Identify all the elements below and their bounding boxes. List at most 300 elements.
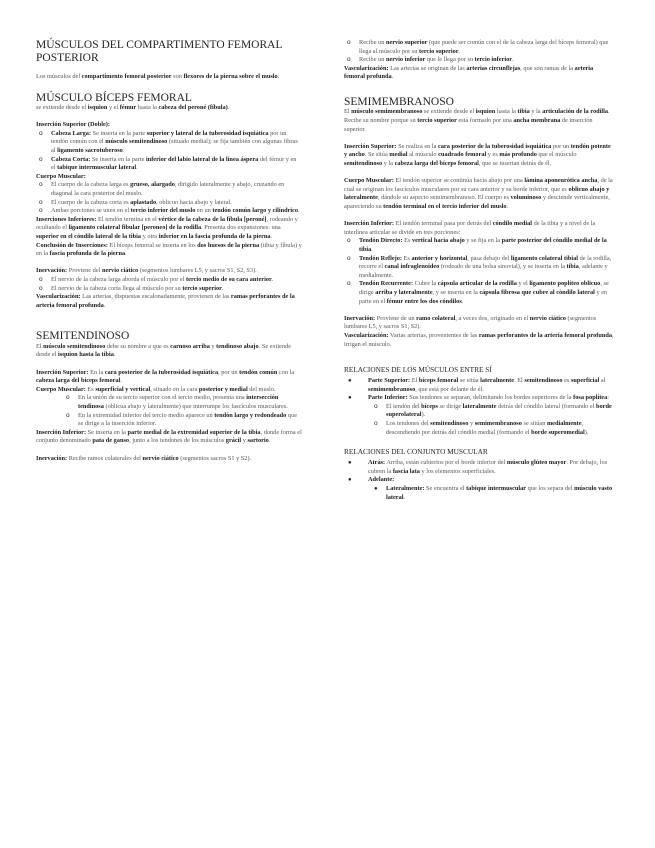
text-run: .	[120, 377, 122, 385]
bold-term: lateralmente	[462, 402, 497, 410]
bold-term: articulación de la rodilla	[542, 108, 609, 116]
bold-term: inferior en la fascia profunda de la pierna	[158, 233, 271, 240]
list-item	[36, 276, 302, 285]
bold-term: Atrás:	[368, 459, 386, 467]
biceps-vascularizacion	[36, 293, 302, 310]
sub-list-item	[344, 403, 614, 420]
text-run: , irrigan el músculo.	[344, 331, 614, 348]
text-run: (segmentos sacros S1 y S2).	[178, 454, 252, 462]
text-run: Ambas porciones se unen en el	[51, 207, 131, 215]
bold-term: parte medial de la extremidad superior de la tibia	[127, 428, 261, 436]
text-run: Sus tendones se separan, delimitando los bordes superiores de la	[407, 394, 574, 402]
bold-term: tercio medio de su cara anterior	[186, 275, 272, 283]
list-item	[36, 199, 302, 208]
list-item	[36, 207, 302, 216]
bold-term: lámina aponeurótica ancha	[524, 177, 598, 185]
text-run: se dirige	[437, 402, 463, 410]
text-run: está formado por una	[456, 117, 514, 125]
text-run: , donde forma el conjunto denominado	[36, 428, 302, 445]
bold-term: grácil	[225, 437, 242, 445]
text-run: El	[410, 377, 419, 385]
text-run: del fémur y en el	[51, 155, 297, 172]
biceps-inervacion-list	[36, 276, 302, 293]
bold-term: fémur entre los dos cóndilos	[386, 297, 462, 305]
bold-term: borde superolateral	[386, 402, 612, 419]
semitendinoso-insercion-sup	[36, 369, 302, 386]
bold-term: grueso, alargado	[130, 181, 175, 189]
text-run: . Recibe su nombre porque su	[344, 108, 610, 125]
bold-term: cabeza larga del bíceps femoral	[394, 160, 479, 168]
list-item	[344, 39, 614, 56]
text-run: El bíceps femoral se inserta en los	[107, 241, 198, 249]
text-run: El tendón superior se continúa hacia abajo por una	[393, 177, 525, 185]
text-run: hasta la	[495, 108, 518, 116]
text-run: Cubre la	[413, 280, 438, 288]
bold-term: fascia profunda de la pierna	[49, 250, 126, 258]
text-run: se sitúa	[458, 377, 481, 385]
bold-term: arriba y lateralmente	[375, 288, 433, 296]
list-item	[36, 285, 302, 294]
text-run: .	[221, 284, 224, 292]
text-run: por un	[551, 142, 571, 150]
bold-term: Parte Inferior:	[368, 394, 408, 402]
bold-term: arteria femoral profunda	[344, 64, 594, 81]
text-run: que el músculo	[536, 151, 577, 159]
compartment-title: MÚSCULOS DEL COMPARTIMENTO FEMORAL POSTERIOR	[36, 39, 283, 64]
bold-term: isquion	[87, 104, 108, 112]
text-run: hasta la	[136, 104, 159, 112]
text-run: Las arterias se originan de las	[388, 64, 467, 72]
bold-term: tendón terminal en el tercio inferior del muslo	[383, 203, 507, 210]
text-run: Se inserta en la parte	[91, 129, 147, 137]
compartment-intro	[36, 73, 302, 82]
bold-term: Cuerpo Muscular:	[36, 385, 86, 393]
bold-term: tibia	[517, 108, 530, 116]
text-run: Es	[402, 237, 413, 245]
relaciones-conjunto-title: RELACIONES DEL CONJUNTO MUSCULAR	[344, 447, 488, 457]
biceps-insercion-sup-label: Inserción Superior (Doble):	[36, 121, 110, 129]
list-item	[344, 255, 614, 281]
bold-term: tercio superior	[182, 284, 222, 292]
text-run: Se inserta en la	[86, 428, 128, 436]
bold-term: Cabeza Larga:	[51, 129, 92, 137]
text-run: .	[371, 245, 373, 253]
bold-term: Inserción Inferior:	[344, 220, 395, 228]
text-run: , oblicuo hacia abajo y lateral.	[156, 198, 232, 206]
text-run: , rodeando y ocultando el	[36, 215, 298, 232]
biceps-cuerpo-list	[36, 181, 302, 215]
relaciones-entre-title: RELACIONES DE LOS MÚSCULOS ENTRE SÍ	[344, 365, 492, 375]
text-run: .	[391, 73, 394, 81]
bold-term: Parte Superior:	[368, 377, 411, 385]
bold-term: ligamento poplíteo oblicuo	[529, 280, 601, 288]
text-run: , se dirige	[359, 280, 609, 296]
bold-term: tendinoso abajo	[216, 342, 259, 350]
relaciones-conjunto-list	[344, 459, 614, 502]
text-run: y	[209, 342, 217, 350]
text-run: , y se inserta en la	[432, 288, 480, 296]
text-run: y es	[486, 151, 500, 159]
semimembranoso-title: SEMIMEMBRANOSO	[344, 95, 454, 108]
text-run: con la	[277, 368, 295, 376]
text-run: .	[403, 493, 406, 501]
biceps-conclusion	[36, 242, 302, 259]
bold-term: semitendinoso	[430, 420, 469, 428]
bold-term: tibia	[566, 263, 579, 271]
text-run: y los elementos superficiales.	[419, 467, 496, 475]
list-item	[36, 156, 302, 173]
left-column	[36, 0, 302, 463]
bold-term: superficial	[570, 377, 600, 385]
bold-term: medialmente	[546, 420, 582, 428]
text-run: El cuerpo de la cabeza larga es	[51, 181, 131, 189]
bold-term: superior y lateral de la tuberosidad isquiática	[146, 129, 269, 137]
text-run: Varias arterias, provenientes de las	[388, 331, 479, 339]
bold-term: músculo vasto lateral	[386, 485, 613, 501]
semimembranoso-vascularizacion	[344, 332, 614, 349]
text-run: Proviene del	[67, 267, 102, 275]
semimembranoso-intro	[344, 108, 614, 134]
bold-term: posterior y medial	[198, 385, 248, 393]
text-run: El tendón terminal pasa por detrás del	[394, 220, 493, 228]
bold-term: semitendinoso	[344, 160, 383, 168]
bold-term: parte posterior del cóndilo medial de la tibia	[359, 237, 607, 253]
bold-term: cápsula fibrosa que cubre al cóndilo lateral	[479, 288, 595, 296]
text-run: Se encuentra el	[424, 485, 467, 493]
text-run: .	[227, 104, 230, 112]
bold-term: semitendinoso	[524, 377, 563, 385]
text-run: que se dirige a la inserción inferior.	[78, 411, 298, 428]
bold-term: bíceps	[421, 402, 438, 410]
text-run: .	[270, 233, 273, 240]
bold-term: Tendón Recurrente:	[359, 280, 414, 288]
text-run: que le llega por su	[425, 56, 475, 64]
text-run: de la rodilla, recorre el	[359, 254, 612, 271]
text-run: se sitúan	[521, 420, 547, 428]
list-item	[344, 56, 614, 65]
sub-list-item	[344, 420, 614, 437]
biceps-insercion-inf	[36, 216, 302, 242]
semitendinoso-nervios-list	[344, 39, 614, 65]
text-run: , a veces dos, originado en el	[455, 314, 530, 322]
semitendinoso-intro	[36, 343, 302, 360]
bold-term: semimembranoso	[368, 385, 416, 393]
bold-term: tercio inferior	[474, 56, 513, 64]
list-item	[344, 459, 614, 476]
semitendinoso-title: SEMITENDINOSO	[36, 330, 130, 343]
bold-term: músculo semitendinoso	[43, 342, 106, 350]
text-run: , adelante y medialmente.	[359, 263, 608, 279]
text-run: Recibe un	[359, 56, 386, 64]
text-run: se extiende desde el	[36, 104, 88, 112]
text-run: se extiende desde el	[422, 108, 476, 116]
text-run: y	[468, 420, 475, 428]
text-run: El	[344, 108, 352, 116]
bold-term: flexores de la pierna sobre el muslo	[183, 73, 278, 80]
bold-term: carnoso arriba	[170, 342, 210, 350]
text-run: , que son ramas de la	[520, 64, 575, 72]
bold-term: nervio inferior	[385, 56, 426, 64]
bold-term: nervio ciático	[529, 314, 566, 322]
semitendinoso-vascularizacion	[344, 65, 614, 82]
text-run: , que está por delante de él.	[415, 385, 484, 393]
bold-term: ramas perforantes de la arteria femoral profunda	[478, 331, 612, 339]
list-item	[344, 377, 614, 394]
text-run: Se realiza en la	[396, 142, 438, 150]
text-run: Arriba, están cubiertos por el borde inferior del	[385, 459, 507, 467]
text-run: El cuerpo de la cabeza corta es	[51, 198, 131, 206]
text-run: .	[461, 297, 464, 305]
bold-term: semimembranoso	[474, 420, 522, 428]
bold-term: ligamento sacrotuberoso	[57, 147, 123, 155]
bold-term: Vascularización:	[36, 293, 81, 301]
text-run: y	[241, 437, 248, 445]
sub-list	[344, 403, 614, 437]
text-run: , por un	[218, 368, 240, 376]
bold-term: más profundo	[499, 151, 537, 159]
bold-term: ramo colateral	[416, 314, 456, 322]
list-item	[36, 412, 302, 429]
text-run: Proviene de un	[375, 314, 417, 322]
text-run: El nervio de la cabeza corta llega al músculo por su	[51, 284, 183, 292]
bold-term: Tendón Directo:	[359, 237, 403, 245]
text-run: , de la cual se originan los fascículos musculares por su cara anterior y su borde inferior, que es	[344, 177, 613, 193]
bold-term: oblicuo abajo y lateralmente	[344, 185, 610, 202]
bold-term: dos huesos de la pierna	[197, 241, 260, 249]
bold-term: ancha membrana	[513, 117, 561, 125]
text-run: .	[271, 275, 274, 283]
text-run: .	[512, 56, 514, 64]
text-run: .	[136, 164, 138, 172]
list-item	[36, 394, 302, 411]
text-run: y el	[516, 280, 530, 288]
bold-term: tercio superior	[417, 117, 457, 125]
text-run: que los separa del	[526, 485, 575, 493]
text-run: .	[125, 250, 127, 258]
semimembranoso-inervacion	[344, 315, 614, 332]
semitendinoso-cuerpo-list	[36, 394, 302, 428]
bold-term: medial	[389, 151, 408, 159]
relaciones-entre-list	[344, 377, 614, 437]
bold-term: cabeza larga del bíceps femoral	[36, 377, 121, 385]
semitendinoso-inervacion	[36, 455, 302, 464]
text-run: Recibe un	[359, 39, 386, 46]
text-run: Los tendones del	[386, 420, 431, 428]
text-run: (segmentos lumbares L5, y sacros S1, S2, S3).	[138, 267, 257, 275]
bold-term: vertical hacia abajo	[412, 237, 465, 245]
bold-term: pata de ganso	[92, 437, 130, 445]
list-item	[344, 280, 614, 306]
bold-term: sartorio	[247, 437, 269, 445]
bold-term: superior en el cóndilo lateral de la tibia	[36, 233, 142, 240]
bold-term: nervio ciático	[142, 454, 179, 462]
text-run: .	[277, 73, 280, 80]
text-run: Las arterias, dispuestas escalonadamente, provienen de las	[80, 293, 231, 301]
bold-term: Cuerpo Muscular:	[344, 177, 394, 185]
text-run: , dándole su aspecto semimembranoso. El cuerpo es	[377, 194, 511, 202]
biceps-insercion-sup-list	[36, 130, 302, 173]
semimembranoso-insercion-inf	[344, 220, 614, 237]
bold-term: lateralmente	[480, 377, 515, 385]
text-run: . Presenta dos expansiones: una	[201, 224, 281, 232]
text-run: , dirigido lateralmente y abajo, cruzando en diagonal la cara posterior del muslo.	[51, 181, 285, 198]
text-run: Recibe ramos colaterales del	[67, 454, 143, 462]
bold-term: ligamento colateral fibular [peroneo] de la rodilla	[68, 224, 202, 232]
bold-term: cara posterior de la tuberosidad isquiática	[104, 368, 219, 376]
bold-term: ligamento colateral tibial	[510, 254, 578, 262]
bold-term: Tendón Reflejo:	[359, 254, 402, 262]
text-run: .	[103, 301, 106, 309]
bold-term: cápsula articular de la rodilla	[437, 280, 517, 288]
semimembranoso-insercion-sup	[344, 143, 614, 169]
bold-term: arterias circunflejas	[466, 64, 521, 72]
text-run: y se fija en la	[464, 237, 502, 245]
bold-term: músculo glúteo mayor	[506, 459, 567, 467]
text-run: y en parte en el	[359, 288, 608, 305]
list-item	[344, 237, 614, 254]
semimembranoso-insercion-list	[344, 237, 614, 306]
bold-term: tabique intermuscular	[466, 485, 527, 493]
bold-term: borde superomedial	[531, 428, 585, 436]
text-run: de inserción superior.	[344, 117, 593, 133]
semitendinoso-insercion-inf	[36, 429, 302, 446]
text-run: del muslo.	[247, 385, 276, 393]
bold-term: Lateralmente:	[386, 485, 425, 493]
text-run: al	[599, 377, 606, 385]
bold-term: Adelante:	[368, 476, 395, 484]
bold-term: fosa poplítea	[573, 394, 608, 402]
text-run: .	[506, 203, 509, 210]
biceps-cuerpo-label: Cuerpo Muscular:	[36, 172, 86, 180]
text-run: (que puede ser común con el de la cabeza larga del bíceps femoral) que llega al músculo por su	[359, 39, 609, 55]
right-column	[344, 0, 614, 502]
bold-term: intersección tendinosa	[78, 394, 279, 410]
biceps-intro	[36, 104, 302, 113]
text-run: Es	[401, 254, 412, 262]
bold-term: ramas perforantes de la arteria femoral profunda	[36, 293, 295, 309]
bold-term: Inserción Superior:	[36, 368, 89, 376]
text-run: debe su nombre a que es	[105, 342, 171, 350]
bold-term: vértice de la cabeza de la fíbula [peroné]	[158, 215, 267, 223]
text-run: En la unión de su tercio superior con el tercio medio, presenta una	[78, 394, 247, 402]
bold-term: isquion	[475, 108, 496, 116]
bold-term: músculo semimembranoso	[351, 108, 423, 116]
list-item	[36, 130, 302, 156]
text-run: El tendón termina en el	[96, 215, 159, 223]
text-run: El nervio de la cabeza larga aborda el músculo por el	[51, 275, 187, 283]
bold-term: nervio ciático	[101, 267, 139, 275]
sub-list	[344, 485, 614, 502]
text-run: El	[36, 342, 44, 350]
bold-term: cóndilo medial	[492, 220, 533, 228]
text-run: y la	[382, 160, 395, 168]
sub-list-item	[344, 485, 614, 502]
bold-term: tendón potente y ancho	[344, 142, 611, 159]
semitendinoso-cuerpo	[36, 386, 302, 395]
text-run: , junto a los tendones de los músculos	[129, 437, 226, 445]
text-run: ).	[584, 428, 589, 436]
text-run: , situado en la cara	[150, 385, 199, 393]
bold-term: cuadrado femoral	[438, 151, 487, 159]
bold-term: compartimento femoral posterior	[81, 73, 172, 80]
text-run: , descendiendo por detrás del cóndilo medial (formando el	[386, 420, 584, 436]
bold-term: superficial y vertical	[95, 385, 151, 393]
semimembranoso-cuerpo	[344, 177, 614, 211]
bold-term: tabique intermuscular lateral	[57, 164, 137, 172]
text-run: , pasa debajo del	[467, 254, 511, 262]
bold-term: tendón común	[239, 368, 278, 376]
bold-term: anterior y horizontal	[411, 254, 468, 262]
text-run: . Por debajo, los cubren la	[368, 459, 608, 475]
text-run: son	[171, 73, 184, 80]
text-run: ).	[421, 411, 426, 419]
text-run: (oblicua abajo y lateralmente) que interrumpe los fascículos musculares.	[103, 403, 288, 410]
text-run: y la	[529, 108, 543, 116]
text-run: . Se extiende desde el	[36, 342, 292, 359]
bold-term: Conclusión de Inserciones:	[36, 241, 108, 249]
text-run: . Se sitúa	[364, 151, 390, 159]
text-run: En la extremidad inferior del tercio medio aparece un	[78, 411, 215, 419]
bold-term: cabeza del peroné (fíbula)	[158, 104, 228, 112]
bold-term: tercio superior	[418, 47, 459, 55]
text-run: por un tendón común con el	[51, 129, 287, 146]
list-item	[344, 476, 614, 485]
text-run: Los músculos del	[36, 73, 82, 80]
bold-term: tercio inferior del muslo	[130, 207, 196, 215]
bold-term: tendón común largo y cilíndrico	[212, 207, 299, 215]
text-run: (tibia y fíbula) y en la	[36, 241, 302, 258]
bold-term: bíceps femoral	[418, 377, 459, 385]
bold-term: Inervación:	[36, 454, 68, 462]
text-run: en un	[195, 207, 213, 215]
biceps-inervacion	[36, 267, 302, 276]
text-run: al músculo	[407, 151, 439, 159]
text-run: , que se insertan detrás de él.	[478, 160, 552, 168]
bold-term: fascia lata	[392, 467, 420, 475]
list-item	[36, 181, 302, 198]
text-run: El tendón del	[386, 402, 422, 410]
text-run: y otra	[141, 233, 159, 240]
bold-term: Vascularización:	[344, 331, 389, 339]
text-run: En la	[88, 368, 105, 376]
text-run: .	[268, 437, 271, 445]
text-run: (rodeado de una bolsa sinovial), y se inserta en la	[439, 263, 567, 271]
bold-term: Inserción Inferior:	[36, 428, 87, 436]
text-run: Es	[85, 385, 96, 393]
bold-term: Inervación:	[36, 267, 68, 275]
text-run: :	[607, 394, 609, 402]
bold-term: Cabeza Corta:	[51, 155, 91, 163]
text-run: detrás del cóndilo lateral (formando el	[496, 402, 597, 410]
text-run: (situado medial); se fija también con algunas fibras al	[51, 138, 298, 155]
bold-term: Inserciones Inferiores:	[36, 215, 97, 223]
text-run: (segmentos lumbares L5, y sacros S1, S2).	[344, 314, 597, 331]
text-run: . El	[514, 377, 525, 385]
bold-term: Inserción Superior:	[344, 142, 397, 150]
text-run: de la tibia y a nivel de la interlínea articular se divide en tres porciones:	[344, 220, 596, 236]
bold-term: fémur	[119, 104, 137, 112]
bold-term: voluminoso	[510, 194, 542, 202]
text-run: .	[122, 147, 125, 155]
bold-term: Vascularización:	[344, 64, 389, 72]
bold-term: isquion hasta la tibia	[58, 351, 114, 359]
text-run: es	[562, 377, 571, 385]
text-run: .	[458, 47, 461, 55]
bold-term: cara posterior de la tuberosidad isquiática	[437, 142, 552, 150]
bold-term: músculo semitendinoso	[105, 138, 168, 146]
bold-term: Inervación:	[344, 314, 376, 322]
text-run: Se inserta en la parte	[90, 155, 146, 163]
